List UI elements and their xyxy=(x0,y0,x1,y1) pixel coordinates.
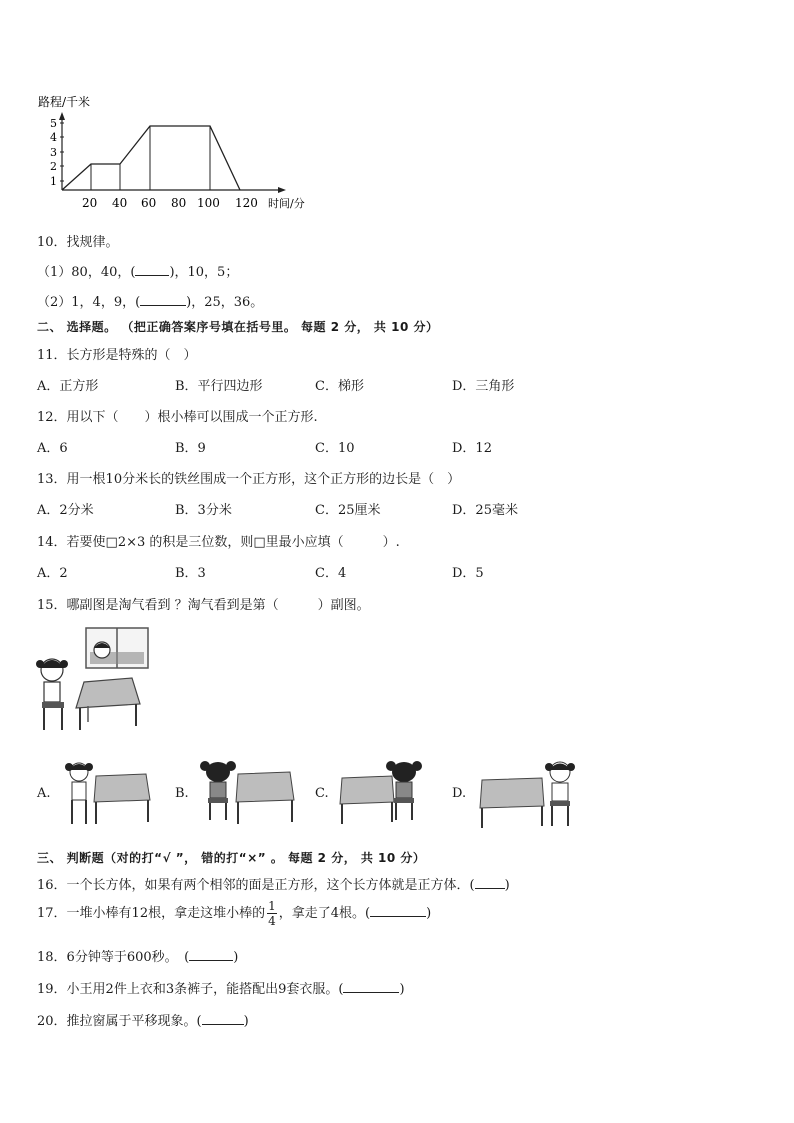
option-b[interactable]: B. xyxy=(175,786,189,801)
option-c[interactable]: C. xyxy=(315,786,329,801)
x-tick: 20 xyxy=(82,196,98,210)
answer-blank[interactable] xyxy=(343,980,399,993)
option-d[interactable]: D．5 xyxy=(452,566,484,581)
distance-path xyxy=(62,126,240,190)
option-a-image[interactable] xyxy=(64,758,154,828)
fraction: $\frac{1}{4}$ xyxy=(268,899,276,928)
option-b[interactable]: B．平行四边形 xyxy=(175,379,263,394)
section-3-heading: 三、 判断题（对的打“√ ”， 错的打“×” 。 每题 2 分， 共 10 分） xyxy=(37,851,426,865)
question-20: 20．推拉窗属于平移现象。( ) xyxy=(37,1014,249,1029)
option-b[interactable]: B．3分米 xyxy=(175,503,232,518)
option-c[interactable]: C．4 xyxy=(315,566,347,581)
x-tick: 80 xyxy=(171,196,187,210)
answer-blank[interactable] xyxy=(475,876,505,889)
option-a[interactable]: A．2分米 xyxy=(37,503,94,518)
question-14-stem: 14．若要使□2×3 的积是三位数，则□里最小应填（ ）. xyxy=(37,535,400,550)
y-tick: 4 xyxy=(50,131,57,144)
option-b[interactable]: B．9 xyxy=(175,441,206,456)
question-12-stem: 12．用以下（ ）根小棒可以围成一个正方形. xyxy=(37,410,318,425)
graph-y-label: 路程/千米 xyxy=(38,95,91,109)
question-13-stem: 13．用一根10分米长的铁丝围成一个正方形，这个正方形的边长是（ ） xyxy=(37,472,461,487)
x-tick: 120 xyxy=(235,196,258,210)
y-axis-arrow xyxy=(59,112,65,120)
option-d[interactable]: D. xyxy=(452,786,467,801)
option-c[interactable]: C．梯形 xyxy=(315,379,364,394)
question-17: 17．一堆小棒有12根，拿走这堆小棒的 $\frac{1}{4}$ ，拿走了4根。( ) xyxy=(37,899,432,928)
question-10-stem: 10．找规律。 xyxy=(37,235,119,250)
x-tick: 100 xyxy=(197,196,220,210)
option-c[interactable]: C．25厘米 xyxy=(315,503,381,518)
answer-blank[interactable] xyxy=(202,1012,244,1025)
option-a[interactable]: A．正方形 xyxy=(37,379,99,394)
option-a[interactable]: A．2 xyxy=(37,566,68,581)
question-18: 18．6分钟等于600秒。 ( ) xyxy=(37,950,239,965)
option-c-image[interactable] xyxy=(338,758,430,828)
answer-blank[interactable] xyxy=(189,948,233,961)
option-a[interactable]: A. xyxy=(37,786,51,801)
x-tick: 60 xyxy=(141,196,157,210)
option-b-image[interactable] xyxy=(198,758,298,828)
table-icon xyxy=(76,678,140,708)
question-15-stem: 15．哪副图是淘气看到 ？淘气看到是第（ ）副图。 xyxy=(37,598,370,613)
distance-time-graph xyxy=(30,90,330,215)
y-tick: 1 xyxy=(50,175,57,188)
option-c[interactable]: C．10 xyxy=(315,441,355,456)
option-a[interactable]: A．6 xyxy=(37,441,68,456)
y-tick: 2 xyxy=(50,160,57,173)
option-d-image[interactable] xyxy=(474,758,584,830)
y-tick: 5 xyxy=(50,117,57,130)
option-d[interactable]: D．三角形 xyxy=(452,379,515,394)
question-11-stem: 11．长方形是特殊的（ ） xyxy=(37,348,197,363)
option-d[interactable]: D．25毫米 xyxy=(452,503,518,518)
question-19: 19．小王用2件上衣和3条裤子，能搭配出9套衣服。( ) xyxy=(37,982,405,997)
graph-x-label: 时间/分 xyxy=(268,197,305,210)
y-tick: 3 xyxy=(50,146,57,159)
classroom-illustration xyxy=(36,622,154,737)
option-b[interactable]: B．3 xyxy=(175,566,206,581)
question-16: 16．一个长方体，如果有两个相邻的面是正方形，这个长方体就是正方体．( ) xyxy=(37,878,510,893)
question-10-part-2: （2）1，4，9，( )，25，36。 xyxy=(37,295,264,310)
answer-blank[interactable] xyxy=(140,293,186,306)
section-2-heading: 二、 选择题。 （把正确答案序号填在括号里。 每题 2 分， 共 10 分） xyxy=(37,320,439,334)
answer-blank[interactable] xyxy=(135,263,169,276)
x-tick: 40 xyxy=(112,196,128,210)
option-d[interactable]: D．12 xyxy=(452,441,492,456)
question-10-part-1: （1）80，40，( )，10，5； xyxy=(37,265,239,280)
x-axis-arrow xyxy=(278,187,286,193)
answer-blank[interactable] xyxy=(370,904,426,917)
